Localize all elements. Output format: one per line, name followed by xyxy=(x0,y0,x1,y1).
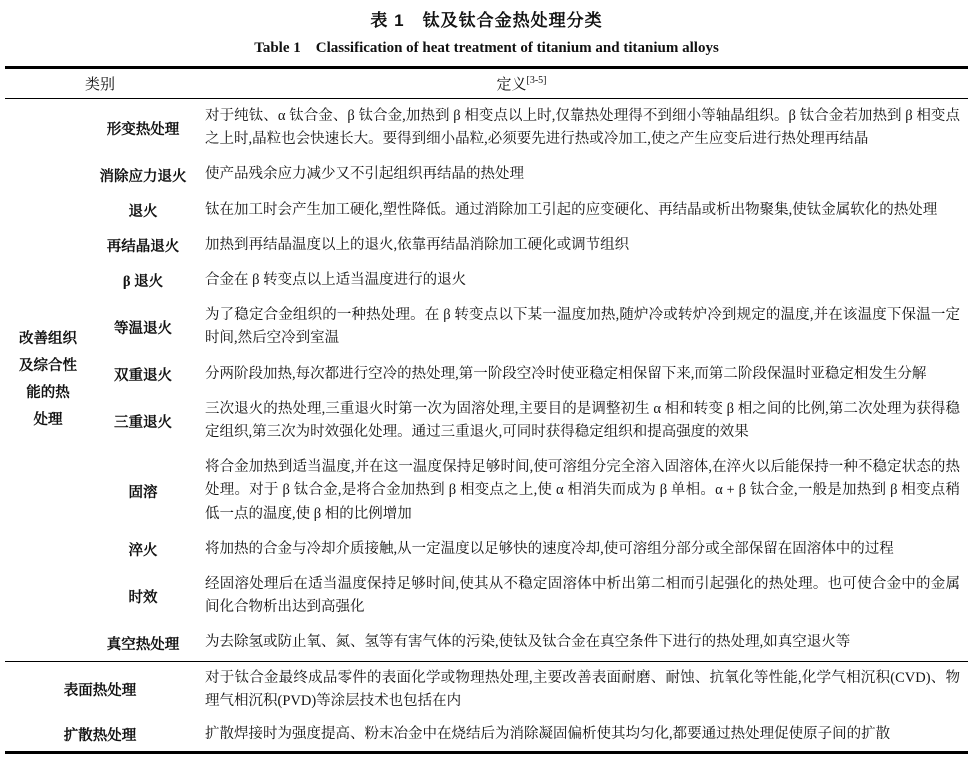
header-definition-label: 定义 xyxy=(496,77,527,93)
row-category: 扩散热处理 xyxy=(63,728,137,745)
table-row xyxy=(5,718,968,751)
row-definition: 将合金加热到适当温度,并在这一温度保持足够时间,使可溶组分完全溶入固溶体,在淬火以后能保持一种不稳定状态的热处理。对于 β 钛合金,是将合金加热到 β 相变点之上,使 α 相消失而成为 β 单相。α + β 钛合金,一般是加热到 β 相变点稍低一点的温度,使 β 相的比例增加 xyxy=(205,459,960,522)
row-definition: 合金在 β 转变点以上适当温度进行的退火 xyxy=(205,272,467,289)
table-row xyxy=(91,157,968,192)
row-category: β 退火 xyxy=(122,274,164,291)
row-category: 再结晶退火 xyxy=(106,238,180,255)
row-category: 淬火 xyxy=(128,542,158,559)
row-category: 真空热处理 xyxy=(106,636,180,653)
row-category: 形变热处理 xyxy=(106,121,180,138)
table-header-row xyxy=(5,69,968,99)
group-label-line: 及综合性 xyxy=(19,357,77,374)
table-row xyxy=(91,567,968,625)
row-definition: 三次退火的热处理,三重退火时第一次为固溶处理,主要目的是调整初生 α 相和转变 β 相之间的比例,第二次处理为获得稳定组织,第三次为时效强化处理。通过三重退火,可同时获得稳定组织和提高强度的效果 xyxy=(205,400,960,441)
group-improve-structure xyxy=(5,99,968,661)
row-definition: 将加热的合金与冷却介质接触,从一定温度以足够快的速度冷却,使可溶组分部分或全部保留在固溶体中的过程 xyxy=(205,540,894,557)
table-title-cn: 表 1 钛及钛合金热处理分类 xyxy=(370,11,603,30)
bottom-rows xyxy=(5,661,968,752)
group-label-line: 能的热 xyxy=(26,384,70,401)
table-row xyxy=(91,193,968,228)
group-rows xyxy=(91,99,968,661)
table-title-en: Table 1 Classification of heat treatment of titanium and titanium alloys xyxy=(254,40,719,56)
row-definition: 为去除氢或防止氧、氮、氢等有害气体的污染,使钛及钛合金在真空条件下进行的热处理,如真空退火等 xyxy=(205,634,851,651)
group-label-line: 改善组织 xyxy=(19,330,77,347)
group-label-line: 处理 xyxy=(33,411,63,428)
table-row xyxy=(91,625,968,660)
table-row xyxy=(91,450,968,532)
row-category: 双重退火 xyxy=(114,367,172,384)
row-definition: 分两阶段加热,每次都进行空冷的热处理,第一阶段空冷时使亚稳定相保留下来,而第二阶段保温时亚稳定相发生分解 xyxy=(205,365,927,382)
row-category: 固溶 xyxy=(128,484,158,501)
table-row xyxy=(91,228,968,263)
row-definition: 对于纯钛、α 钛合金、β 钛合金,加热到 β 相变点以上时,仅靠热处理得不到细小等轴晶组织。β 钛合金若加热到 β 相变点之上时,晶粒也会快速长大。要得到细小晶粒,必须要先进行热或冷加工,使之产生应变后进行热处理再结晶 xyxy=(205,108,960,148)
table-row xyxy=(91,298,968,356)
table-row xyxy=(91,392,968,450)
row-category: 三重退火 xyxy=(114,414,172,431)
row-definition: 对于钛合金最终成品零件的表面化学或物理热处理,主要改善表面耐磨、耐蚀、抗氧化等性能,化学气相沉积(CVD)、物理气相沉积(PVD)等涂层技术也包括在内 xyxy=(205,669,960,709)
row-category: 表面热处理 xyxy=(63,683,137,700)
row-definition: 钛在加工时会产生加工硬化,塑性降低。通过消除加工引起的应变硬化、再结晶或析出物聚集,使钛金属软化的热处理 xyxy=(205,201,938,218)
classification-table xyxy=(5,66,968,754)
row-category: 等温退火 xyxy=(114,320,172,337)
row-definition: 经固溶处理后在适当温度保持足够时间,使其从不稳定固溶体中析出第二相而引起强化的热处理。也可使合金中的金属间化合物析出达到高强化 xyxy=(205,576,960,616)
table-row xyxy=(91,357,968,392)
row-definition: 使产品残余应力减少又不引起组织再结晶的热处理 xyxy=(205,166,524,183)
row-category: 退火 xyxy=(128,203,158,220)
row-category: 时效 xyxy=(128,589,158,606)
row-definition: 扩散焊接时为强度提高、粉末冶金中在烧结后为消除凝固偏析使其均匀化,都要通过热处理促使原子间的扩散 xyxy=(205,726,891,743)
row-definition: 加热到再结晶温度以上的退火,依靠再结晶消除加工硬化或调节组织 xyxy=(205,236,630,253)
table-row xyxy=(91,263,968,298)
header-category: 类别 xyxy=(84,77,115,93)
row-category: 消除应力退火 xyxy=(99,168,187,185)
table-row xyxy=(91,532,968,567)
group-label xyxy=(5,99,91,661)
table-row xyxy=(5,662,968,718)
row-definition: 为了稳定合金组织的一种热处理。在 β 转变点以下某一温度加热,随炉冷或转炉冷到规定的温度,并在该温度下保温一定时间,然后空冷到室温 xyxy=(205,307,960,347)
header-definition xyxy=(195,73,968,94)
header-definition-ref: [3-5] xyxy=(526,75,547,86)
table-row xyxy=(91,99,968,157)
